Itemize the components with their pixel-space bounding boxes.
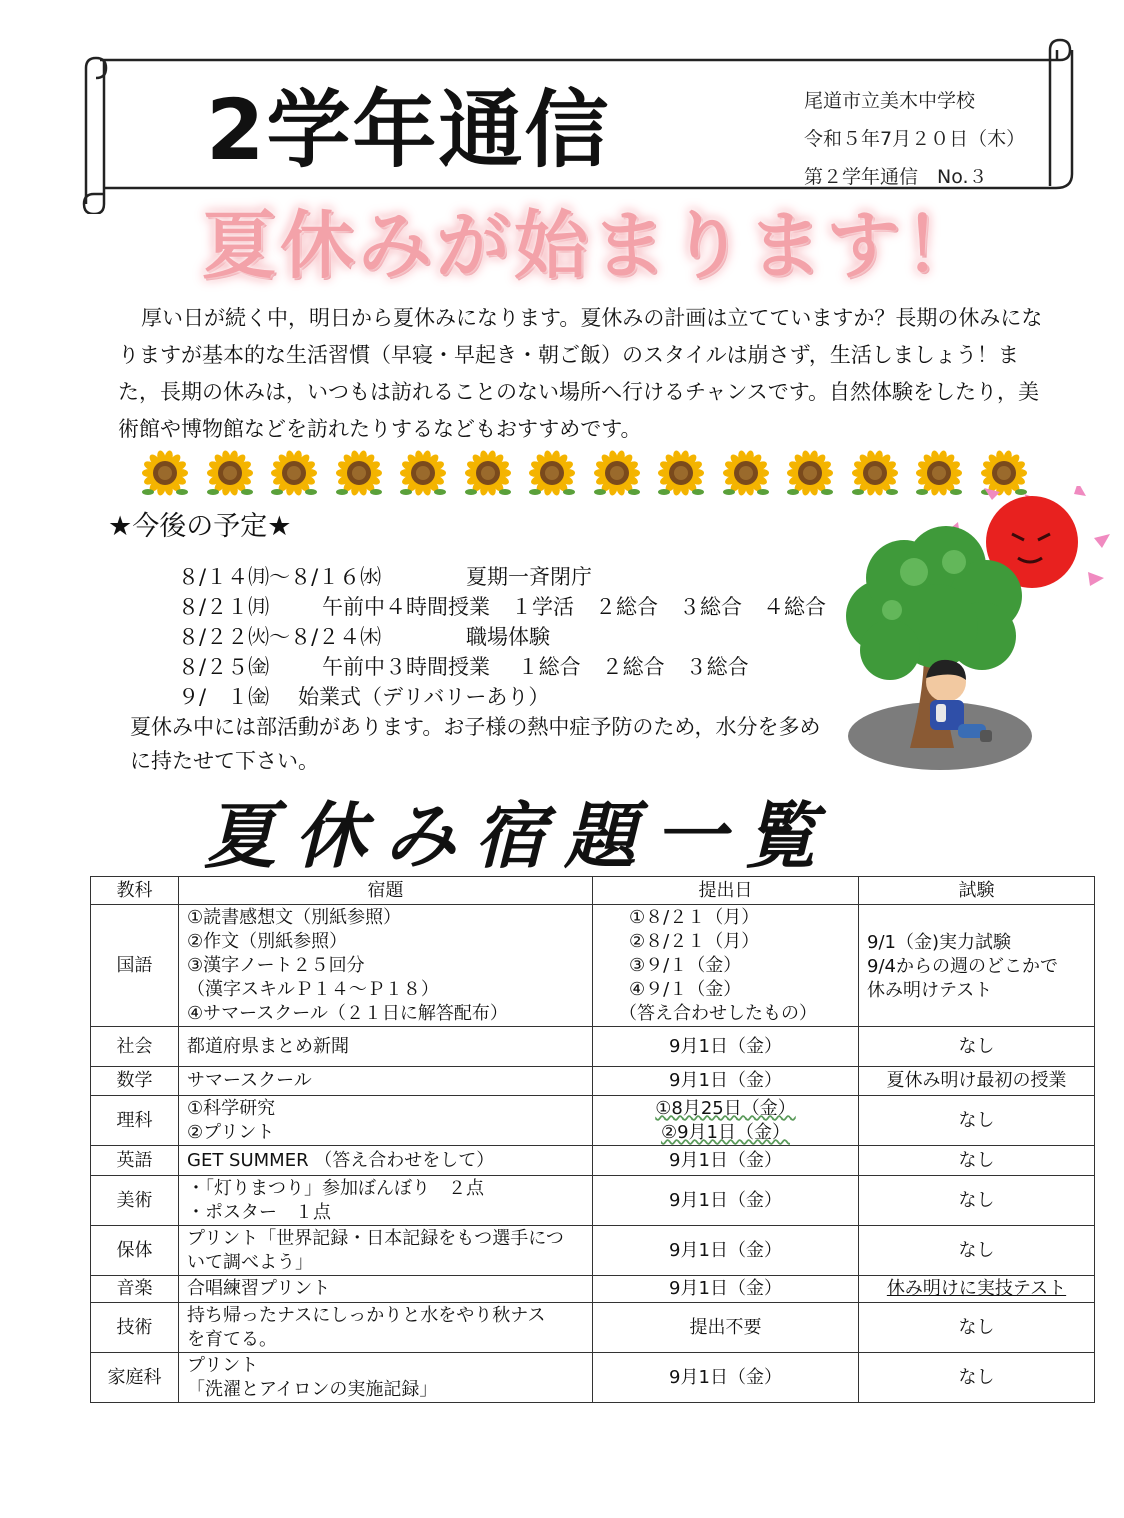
exam-cell: なし <box>859 1303 1095 1353</box>
due-line: ②9月1日（金） <box>660 1121 791 1143</box>
subject-cell: 理科 <box>91 1096 179 1146</box>
homework-cell: 合唱練習プリント <box>179 1276 593 1303</box>
sunflower-icon <box>527 448 577 498</box>
task-line: ・「灯りまつり」参加ぼんぼり ２点 <box>187 1177 484 1199</box>
due-cell: 9月1日（金） <box>593 1146 859 1176</box>
table-row <box>91 1176 1095 1226</box>
task-line: （漢字スキルＰ１４～Ｐ１８） <box>187 978 439 1000</box>
school-name: 尾道市立美木中学校 <box>804 90 976 112</box>
subject-cell: 国語 <box>91 905 179 1027</box>
table-row <box>91 1096 1095 1146</box>
homework-cell <box>179 905 593 1027</box>
exam-cell: なし <box>859 1226 1095 1276</box>
task-line: ②作文（別紙参照） <box>187 930 348 952</box>
header-exam: 試験 <box>859 877 1095 905</box>
sunflower-icon <box>398 448 448 498</box>
homework-title: 夏休み宿題一覧 <box>200 794 851 878</box>
due-line: ②８/２１（月） <box>629 930 760 952</box>
homework-cell <box>179 1353 593 1403</box>
task-line: ①科学研究 <box>187 1097 276 1119</box>
due-line: ①8月25日（金） <box>655 1097 796 1119</box>
subject-cell: 技術 <box>91 1303 179 1353</box>
sunflower-icon <box>205 448 255 498</box>
task-line: 持ち帰ったナスにしっかりと水をやり秋ナス <box>187 1304 546 1326</box>
homework-cell <box>179 1176 593 1226</box>
sunflower-icon <box>269 448 319 498</box>
schedule-text: 午前中４時間授業 １学活 ２総合 ３総合 ４総合 <box>322 595 826 619</box>
homework-cell <box>179 1303 593 1353</box>
homework-table <box>90 876 1095 1403</box>
task-line: プリント <box>187 1354 259 1376</box>
schedule-date: ８/２５㈮ <box>178 655 270 679</box>
task-line: ③漢字ノート２５回分 <box>187 954 365 976</box>
subject-cell: 英語 <box>91 1146 179 1176</box>
header-subject: 教科 <box>91 877 179 905</box>
summer-illustration <box>842 486 1118 786</box>
sunflower-icon <box>334 448 384 498</box>
table-row <box>91 1027 1095 1067</box>
sunflower-icon <box>785 448 835 498</box>
schedule-date: ８/１４㈪～８/１６㈬ <box>178 565 382 589</box>
subject-cell: 美術 <box>91 1176 179 1226</box>
exam-line: 9/4からの週のどこかで <box>867 955 1058 977</box>
sunflower-icon <box>140 448 190 498</box>
due-cell: 9月1日（金） <box>593 1027 859 1067</box>
schedule-date: ８/２１㈪ <box>178 595 270 619</box>
task-line: プリント「世界記録・日本記録をもつ選手につ <box>187 1227 564 1249</box>
task-line: ①読書感想文（別紙参照） <box>187 906 402 928</box>
subject-cell: 保体 <box>91 1226 179 1276</box>
exam-cell <box>859 1276 1095 1303</box>
due-cell <box>593 1096 859 1146</box>
table-row <box>91 1067 1095 1096</box>
table-row <box>91 1353 1095 1403</box>
due-cell: 提出不要 <box>593 1303 859 1353</box>
due-line: ④９/１（金） <box>629 978 742 1000</box>
subject-cell: 家庭科 <box>91 1353 179 1403</box>
table-row <box>91 1303 1095 1353</box>
schedule-heading: ★今後の予定★ <box>108 511 292 542</box>
schedule-date: ８/２２㈫～８/２４㈭ <box>178 625 382 649</box>
due-line: ①８/２１（月） <box>629 906 760 928</box>
header-homework: 宿題 <box>179 877 593 905</box>
due-cell: 9月1日（金） <box>593 1226 859 1276</box>
newsletter-info <box>804 82 1025 196</box>
issue-date: 令和５年7月２０日（木） <box>804 128 1026 150</box>
subject-cell: 社会 <box>91 1027 179 1067</box>
intro-paragraph: 厚い日が続く中，明日から夏休みになります。夏休みの計画は立てていますか？長期の休みになりますが基本的な生活習慣（早寝・早起き・朝ご飯）のスタイルは崩さず，生活しましょう！また，長期の休みは，いつもは訪れることのない場所へ行けるチャンスです。自然体験をしたり，美術館や博物館などを訪れたりするなどもおすすめです。 <box>118 306 1043 441</box>
exam-line: 休み明けテスト <box>867 979 993 1001</box>
sunflower-icon <box>463 448 513 498</box>
issue-number: 第２学年通信 No.３ <box>804 166 988 188</box>
task-line: ②プリント <box>187 1121 275 1143</box>
exam-cell: なし <box>859 1146 1095 1176</box>
table-row <box>91 1276 1095 1303</box>
exam-line: 休み明けに実技テスト <box>886 1278 1067 1299</box>
due-cell: 9月1日（金） <box>593 1067 859 1096</box>
club-activity-note: 夏休み中には部活動があります。お子様の熱中症予防のため，水分を多めに持たせて下さい。 <box>130 715 821 773</box>
due-cell: 9月1日（金） <box>593 1353 859 1403</box>
task-line: を育てる。 <box>187 1328 277 1350</box>
task-line: いて調べよう」 <box>187 1251 313 1273</box>
task-line: ④サマースクール（２１日に解答配布） <box>187 1002 508 1024</box>
exam-line: 9/1（金)実力試験 <box>867 931 1011 953</box>
homework-cell <box>179 1096 593 1146</box>
homework-cell: 都道府県まとめ新聞 <box>179 1027 593 1067</box>
subject-cell: 数学 <box>91 1067 179 1096</box>
exam-cell: 夏休み明け最初の授業 <box>859 1067 1095 1096</box>
sunflower-icon <box>656 448 706 498</box>
schedule-text: 午前中３時間授業 １総合 ２総合 ３総合 <box>322 655 749 679</box>
exam-cell: なし <box>859 1027 1095 1067</box>
summer-banner: 夏休みが始まります！ <box>202 203 982 289</box>
due-cell <box>593 905 859 1027</box>
schedule-text: 職場体験 <box>466 625 550 649</box>
exam-cell: なし <box>859 1096 1095 1146</box>
exam-cell <box>859 905 1095 1027</box>
table-row <box>91 905 1095 1027</box>
subject-cell: 音楽 <box>91 1276 179 1303</box>
sunflower-icon <box>721 448 771 498</box>
exam-cell: なし <box>859 1353 1095 1403</box>
due-cell: 9月1日（金） <box>593 1176 859 1226</box>
schedule-date: ９/ １㈮ <box>178 685 270 709</box>
due-line: （答え合わせしたもの） <box>619 1002 817 1024</box>
schedule-text: 夏期一斉閉庁 <box>466 565 592 589</box>
table-row <box>91 1226 1095 1276</box>
due-line: ③９/１（金） <box>629 954 742 976</box>
exam-cell: なし <box>859 1176 1095 1226</box>
tree-and-sun-image <box>842 486 1118 786</box>
task-line: 「洗濯とアイロンの実施記録」 <box>187 1378 438 1400</box>
sunflower-icon <box>592 448 642 498</box>
table-row <box>91 1146 1095 1176</box>
task-line: ・ポスター １点 <box>187 1201 331 1223</box>
homework-cell <box>179 1226 593 1276</box>
schedule-text: 始業式（デリバリーあり） <box>298 685 550 709</box>
table-header-row <box>91 877 1095 905</box>
due-cell: 9月1日（金） <box>593 1276 859 1303</box>
newsletter-title: 2学年通信 <box>206 81 611 179</box>
homework-cell: GET SUMMER （答え合わせをして） <box>179 1146 593 1176</box>
homework-cell: サマースクール <box>179 1067 593 1096</box>
header-due-date: 提出日 <box>593 877 859 905</box>
